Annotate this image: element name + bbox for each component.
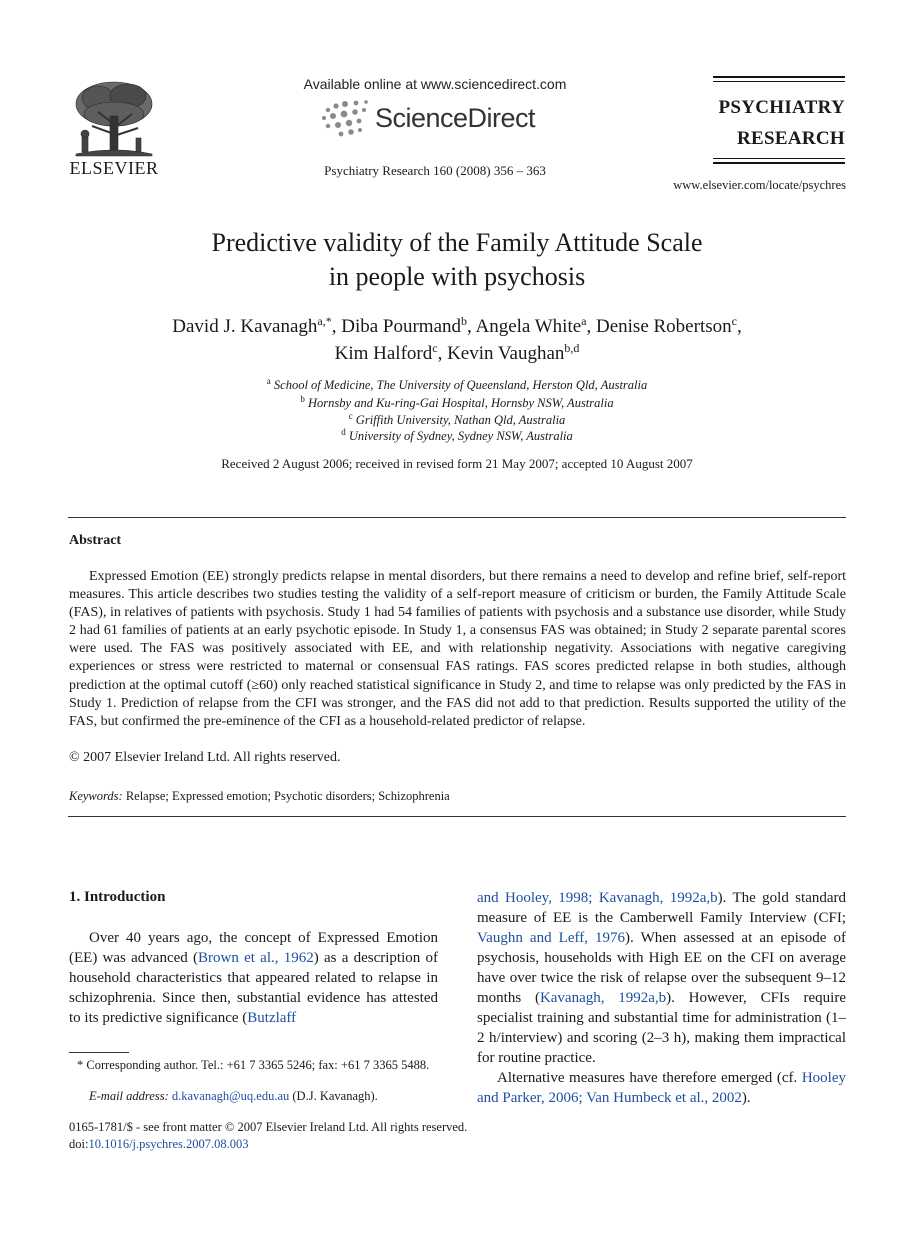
doi-label: doi: <box>69 1137 89 1151</box>
available-online-text[interactable]: Available online at www.sciencedirect.com <box>303 76 567 92</box>
email-link[interactable]: d.kavanagh@uq.edu.au <box>171 1089 290 1103</box>
issn-line: 0165-1781/$ - see front matter © 2007 Elsevier Ireland Ltd. All rights reserved. <box>69 1120 468 1134</box>
body-text: ). <box>741 1090 751 1106</box>
body-right-column <box>477 888 846 1108</box>
keywords-label: Keywords: <box>69 789 123 803</box>
body-text: ). However, CFIs require specialist training and substantial time for administration (1–2 h/interview) and scoring (2–3 h), making them impractical for routine practice. <box>477 990 846 1066</box>
section-heading: 1. Introduction <box>69 889 166 905</box>
journal-masthead-line1: PSYCHIATRY <box>718 97 845 118</box>
article-title <box>100 226 814 294</box>
body-text: ) as a description of household characteristics that appeared related to relapse in schizophrenia. Since then, substantial evidence has attested to its predictive significance ( <box>69 950 439 1026</box>
author-separator: , <box>736 316 742 337</box>
article-title-line1: Predictive validity of the Family Attitude Scale <box>211 228 703 257</box>
affiliation <box>150 413 764 428</box>
doi-line <box>69 1137 249 1152</box>
affiliation-mark: b <box>300 394 305 404</box>
citation-link[interactable]: Kavanagh, 1992a,b <box>539 990 667 1006</box>
body-text: Over 40 years ago, the concept of Expressed Emotion (EE) was advanced ( <box>69 930 438 966</box>
citation-link[interactable]: Butzlaff <box>247 1010 297 1026</box>
paragraph <box>477 888 846 1068</box>
journal-masthead-rule-top <box>713 76 845 82</box>
affiliation-text: Hornsby and Ku-ring-Gai Hospital, Hornsby NSW, Australia <box>308 396 614 410</box>
citation-link[interactable]: and Hooley, 1998; Kavanagh, 1992a,b <box>477 890 718 906</box>
keywords <box>69 789 450 804</box>
article-title-line2: in people with psychosis <box>328 262 586 291</box>
affiliation-mark: d <box>341 427 346 437</box>
author-affiliation-mark: a <box>581 314 587 328</box>
sciencedirect-logo-text: ScienceDirect <box>375 103 536 133</box>
journal-masthead-rule-bottom <box>713 158 845 164</box>
corresponding-author-footnote: * Corresponding author. Tel.: +61 7 3365 5246; fax: +61 7 3365 5488. <box>77 1058 430 1072</box>
publisher-name: ELSEVIER <box>69 158 159 178</box>
journal-url[interactable]: www.elsevier.com/locate/psychres <box>673 178 846 192</box>
email-suffix: (D.J. Kavanagh). <box>289 1089 378 1103</box>
email-footnote <box>89 1089 378 1104</box>
affiliation-mark: c <box>348 411 353 421</box>
author-affiliation-mark: c <box>432 341 438 355</box>
author-affiliation-mark: a,* <box>317 314 332 328</box>
body-text: ). When assessed at an episode of psychosis, households with High EE on the CFI on average have over twice the risk of relapse over the subsequent 9–12 months ( <box>477 930 846 1006</box>
affiliation <box>150 429 764 444</box>
author-name[interactable]: David J. Kavanagh <box>172 316 318 337</box>
author-affiliation-mark: c <box>731 314 737 328</box>
author-affiliation-mark: b,d <box>564 341 580 355</box>
citation-link[interactable]: Vaughn and Leff, 1976 <box>477 930 626 946</box>
author-name[interactable]: Kevin Vaughan <box>447 343 565 364</box>
affiliation <box>150 378 764 393</box>
keywords-list: Relapse; Expressed emotion; Psychotic disorders; Schizophrenia <box>125 789 450 803</box>
abstract-heading: Abstract <box>69 533 122 548</box>
doi-link[interactable]: 10.1016/j.psychres.2007.08.003 <box>88 1137 249 1151</box>
body-left-column <box>69 928 438 1028</box>
abstract-rule-bottom <box>68 816 846 817</box>
abstract-rule-top <box>68 517 846 518</box>
author-separator: , <box>467 316 476 337</box>
footnote-rule <box>69 1052 129 1053</box>
author-separator: , <box>437 343 448 364</box>
citation-link[interactable]: Hooley and Parker, 2006; Van Humbeck et al., 2002 <box>477 1070 846 1106</box>
citation-link[interactable]: Brown et al., 1962 <box>198 950 314 966</box>
affiliation-text: University of Sydney, Sydney NSW, Australia <box>348 429 573 443</box>
author-name[interactable]: Angela White <box>475 316 582 337</box>
paragraph <box>477 1068 846 1108</box>
author-name[interactable]: Denise Robertson <box>596 316 732 337</box>
author-affiliation-mark: b <box>461 314 468 328</box>
author-name[interactable]: Kim Halford <box>334 343 433 364</box>
copyright-line: © 2007 Elsevier Ireland Ltd. All rights reserved. <box>69 750 341 765</box>
abstract-text: Expressed Emotion (EE) strongly predicts relapse in mental disorders, but there remains a need to develop and refine brief, self-report measures. This article describes two studies testing the validity of a self-report measure of criticism or burden, the Family Attitude Scale (FAS), in relatives of patients with psychosis. Study 1 had 54 families of patients with psychosis and a substance use disorder, while Study 2 had 61 families of patients at an early psychotic episode. In Study 1, a consensus FAS was obtained; in Study 2 separate parental scores were used. The FAS was positively associated with EE, and with relationship negativity. Associations with negative caregiving experiences or stress were restricted to maternal or consensual FAS ratings. FAS scores predicted relapse in both studies, although prediction at the optimal cutoff (≥60) only reached statistical significance in Study 2, and time to relapse was only predicted by the FAS in Study 1. Prediction of relapse from the CFI was stronger, and the FAS did not add to that prediction. Results supported the utility of the FAS, but confirmed the pre-eminence of the CFI as a household-related predictor of relapse. <box>69 569 846 729</box>
affiliation-mark: a <box>266 376 271 386</box>
body-text: ). The gold standard measure of EE is the Camberwell Family Interview (CFI; <box>477 890 846 926</box>
author-line1 <box>90 313 824 340</box>
author-name[interactable]: Diba Pourmand <box>341 316 462 337</box>
author-line2 <box>90 340 824 367</box>
author-list <box>90 313 824 367</box>
author-separator: , <box>586 316 596 337</box>
body-text: Alternative measures have therefore emerged (cf. <box>497 1070 802 1086</box>
affiliation-text: Griffith University, Nathan Qld, Australia <box>355 413 566 427</box>
email-label: E-mail address: <box>89 1089 169 1103</box>
journal-citation: Psychiatry Research 160 (2008) 356 – 363 <box>324 163 546 178</box>
affiliation-text: School of Medicine, The University of Queensland, Herston Qld, Australia <box>273 378 648 392</box>
author-separator: , <box>331 316 342 337</box>
received-dates: Received 2 August 2006; received in revised form 21 May 2007; accepted 10 August 2007 <box>221 456 693 471</box>
journal-masthead-line2: RESEARCH <box>737 128 845 149</box>
affiliation <box>150 396 764 411</box>
